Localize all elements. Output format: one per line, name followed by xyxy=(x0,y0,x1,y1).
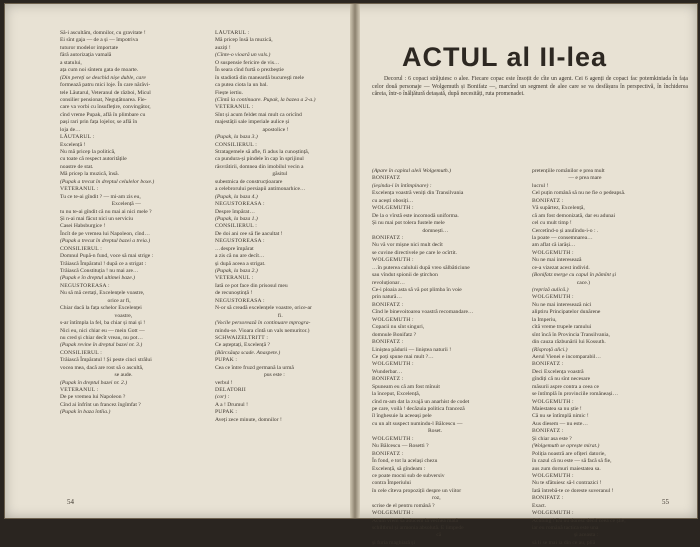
text-line: (Apare în capital aleii Wolgemuth.) xyxy=(372,168,451,174)
text-line: Sînt și acum feldet mai mult ca oricînd xyxy=(215,111,302,118)
text-line: Și chiar asa este ? xyxy=(532,435,572,442)
text-line: voastre, xyxy=(60,312,133,319)
text-line: Chiar dacă la fața schelor Excelenței xyxy=(60,305,142,312)
text-line: De doi ani cee să fie aacultat ! xyxy=(215,230,283,237)
text-line: LĂUTARUL : xyxy=(215,30,250,36)
text-line: (Pupak a trecut în dreptul bazei a treia.) xyxy=(60,238,151,245)
text-line: (Cînte-o vioară un vals.) xyxy=(215,52,271,59)
text-line: în cazul că nu este — să facă să fie, xyxy=(532,458,612,465)
text-line: WOLGEMUTH : xyxy=(532,294,574,301)
text-line: (cor) : xyxy=(215,394,230,401)
text-line: Aveți zece minute, domnilor ! xyxy=(215,416,282,423)
text-line: ca pundura-și pindele în cap în sprijinul xyxy=(215,156,304,163)
text-line: WOLGEMUTH : xyxy=(532,398,574,405)
text-line: CONSILIERUL : xyxy=(215,223,258,230)
text-line: fără autorizația vamală xyxy=(60,52,112,59)
text-line: pe care, voilà ! decăzuia politica franceză xyxy=(372,406,465,412)
text-line: verbul ! xyxy=(215,379,233,386)
text-line: să li se mai ia din ce au, plîă xyxy=(532,539,596,546)
text-line: — e prea mare xyxy=(532,175,602,182)
text-line: CONSILIERUL : xyxy=(60,349,103,356)
text-line: Roset. xyxy=(372,428,443,435)
text-line: BONIFATZ : xyxy=(372,301,404,308)
text-line: BONIFATZ xyxy=(372,175,401,182)
left-page xyxy=(5,4,350,518)
text-line: cel cu mult timp ! xyxy=(532,220,572,227)
text-line: …în puterea caluluii după vreo sălbăticiune xyxy=(372,264,470,271)
text-line: am aflat că iarăși… xyxy=(532,242,576,249)
text-line: tele Lăutarul, Veteranul de război, Micul xyxy=(60,89,151,96)
text-line: Deci Excelența voastră xyxy=(532,368,584,375)
text-line: LĂUTARUL : xyxy=(60,134,95,141)
text-line: A a ! Drumul ! xyxy=(215,401,248,408)
text-line: Vă supărtez, Excelență, xyxy=(532,205,585,212)
text-line: Și nu mai pot tolera fustele mele xyxy=(372,220,445,227)
text-line: BONIFATZ : xyxy=(372,339,404,346)
text-line: se întîmplă în provinciile româneași… xyxy=(532,391,619,398)
text-line: (Pupak e în dreptul ultimei baze.) xyxy=(60,275,135,282)
text-line: aliptiru Principatelor dunărene xyxy=(532,309,601,316)
text-line: ce poate mocni sub de subversiv xyxy=(372,472,445,479)
text-line: loja de… xyxy=(60,126,81,133)
text-line: (Wolgemuth se oprește mirat.) xyxy=(532,443,600,450)
text-line: cînd m-am dat la zvajă un anarhist de codet xyxy=(372,398,470,405)
text-line: Excelență ! xyxy=(60,141,86,148)
right-page-column-1 xyxy=(372,168,522,547)
text-line: lucrul ! xyxy=(532,182,549,189)
text-line: VETERANUL : xyxy=(215,275,254,282)
text-line: de recunoștință ! xyxy=(215,290,253,297)
text-line: Liniștea pădurii — liniștea naturii ! xyxy=(372,346,452,353)
text-line: Excelență — xyxy=(60,201,141,208)
text-line: Iată întrebă-te ce doreste suveranul ! xyxy=(532,487,614,494)
text-line: SCHWAIZELTRITT : xyxy=(215,334,269,341)
text-line: cace.) xyxy=(532,279,590,286)
text-line: WOLGEMUTH : xyxy=(372,257,414,264)
text-line: și aceasta : xyxy=(532,532,599,539)
text-line: Cel puțin română să nu ne fie o pedeapsă. xyxy=(532,190,626,197)
text-line: Achtung ! Eu nu doresc decît ceea ce știe, xyxy=(532,517,626,524)
text-line: Aus diesem — nu este… xyxy=(532,420,588,427)
text-line: Să-i ascultăm, domnilor, cu gravitate ! xyxy=(60,30,146,36)
text-line: la Imperiu, xyxy=(532,316,557,323)
text-line: măsurii aspre contra a ceea ce xyxy=(532,383,599,390)
text-line: tuturor modelor importate xyxy=(60,44,119,51)
text-line: Maiestatea sa nu știe ! xyxy=(532,406,582,412)
text-line: (Vocile persorează în continuare mprogra- xyxy=(215,320,311,327)
text-line: PUPAK : xyxy=(215,357,238,364)
text-line: (Rîsproță alici.) xyxy=(532,346,568,353)
text-line: BONIFATZ : xyxy=(532,428,564,435)
text-line: Cea ce între fruzd germană la urmă xyxy=(215,364,294,371)
text-line: Ce poți spune mai mult ?… xyxy=(372,353,434,360)
text-line: Nici eu, nici chiar eu — mein Gott — xyxy=(60,327,145,334)
text-line: (Pupak a trecut în dreptul celulelor boxe.) xyxy=(60,178,155,185)
text-line: Nu vă vor mișne nici mult decît xyxy=(372,242,443,249)
text-line: apostolice ! xyxy=(215,126,289,133)
text-line: cu toate că respect autoritățile xyxy=(60,156,127,163)
text-line: Copacii nu sînt singuri, xyxy=(372,324,425,331)
text-line: (repriză aulică.) xyxy=(532,287,569,293)
text-line: mindu-se. Vioara cîntă un vals nemuritor.) xyxy=(215,327,310,334)
text-line: pus este : xyxy=(215,372,285,379)
text-line: roz, xyxy=(372,495,441,502)
text-line: Nu ne mai interesează xyxy=(532,257,582,264)
text-line: Stratagemele să afle, fi adus la cunoștință, xyxy=(215,149,310,155)
text-line: orice ar fi, xyxy=(60,297,131,304)
text-line: din cauza răzbunării lui Kossuth. xyxy=(532,339,606,346)
text-line: subestnica de construcțioarare xyxy=(215,178,283,185)
text-line: răsvrătirii, domnea din imobilul vecin a xyxy=(215,163,304,170)
text-line: BONIFATZ : xyxy=(532,197,564,204)
stage-directions xyxy=(372,76,688,99)
text-line: cîtă vreme trupele ramului xyxy=(532,324,592,331)
open-book xyxy=(4,3,698,546)
text-line: (Pupak, la baza 2.) xyxy=(215,268,258,274)
text-line: aus zum dornuri maiestatea sa. xyxy=(532,465,601,472)
text-line: Trăiască Împăratul ! după ce a strigat : xyxy=(60,260,146,267)
left-page-column-2 xyxy=(215,30,345,424)
text-line: (Pupak, la baza 4.) xyxy=(215,193,258,200)
text-line: ce-a vizezat acest individ. xyxy=(532,264,590,271)
text-line: a statului, xyxy=(60,59,82,66)
text-line: majestății sale imperiale aulice și xyxy=(215,119,290,126)
text-line: contra Împeriului xyxy=(372,480,411,487)
text-line: Cînd le binevoitoarea voastră recomandare… xyxy=(372,309,474,316)
text-line: PUPAK : xyxy=(215,409,238,416)
text-line: Cercetînd-o și anulîndu-i-o : . xyxy=(532,227,599,234)
text-line: nu cred și chiar decît vreau, nu pot… xyxy=(60,334,143,341)
text-line: în cele cîteva propoziții despre un viitor xyxy=(372,487,462,494)
text-line: (Pupak, la baza 1.) xyxy=(215,215,258,222)
text-line: prin natură… xyxy=(372,294,402,301)
right-page xyxy=(360,4,697,546)
text-line: Spuneam eu că am fost mînuit xyxy=(372,383,440,390)
text-line: NEGUSTOREASA : xyxy=(215,201,265,208)
text-line: WOLGEMUTH : xyxy=(372,316,414,323)
text-line: gîndiți că nu sînt necesare xyxy=(532,376,591,383)
text-line: auziți ! xyxy=(215,44,231,51)
text-line: cu acești obosiți… xyxy=(372,197,414,204)
text-line: pretențiile românilor e prea mult xyxy=(532,168,605,174)
text-line: Aerul Vienei e incomparabil… xyxy=(532,353,601,360)
text-line: Cînd ai înfrînt un francez îngîmfat ? xyxy=(60,401,141,408)
text-line: Wunderbar… xyxy=(372,368,403,375)
text-line: scrise de el pentru română ? xyxy=(372,502,435,509)
text-line: revoluționar… xyxy=(372,279,405,286)
text-line: Casei Habsburgice ! xyxy=(60,223,106,230)
text-line: WOLGEMUTH : xyxy=(372,510,414,517)
book-spine xyxy=(350,4,360,518)
text-line: VETERANUL : xyxy=(215,104,254,111)
text-line: Nu să mă certați, Excelențele voastre, xyxy=(60,290,145,297)
text-line: WOLGEMUTH : xyxy=(372,435,414,442)
left-page-column-1 xyxy=(60,30,210,417)
text-line: WOLGEMUTH : xyxy=(372,205,414,212)
act-title: ACTUL al II-lea xyxy=(402,42,608,72)
text-line: Poliția noastră are ofițeri datorie, xyxy=(532,450,606,457)
text-line: (Din pereți se deschid nișe duble, care xyxy=(60,74,146,81)
text-line: Mă pricep la muzică, însă. xyxy=(60,171,120,178)
text-line: Acum vrem să aducem la vechea mată xyxy=(372,517,459,524)
text-line: NEGUSTOREASA : xyxy=(215,297,265,304)
text-line: BONIFATZ : xyxy=(372,450,404,457)
text-line: WOLGEMUTH : xyxy=(532,472,574,479)
text-line: WOLGEMUTH : xyxy=(372,361,414,368)
text-line: consilier pensionat, Neguțătoarea. Fie- xyxy=(60,96,147,103)
text-line: Trăiască Împăratul ! Și peste cinci strălui xyxy=(60,357,152,364)
text-line: noastre de stat. xyxy=(60,163,94,170)
text-line: găsitul xyxy=(215,171,288,178)
text-line: (Pupak, la baza 3.) xyxy=(215,134,258,141)
text-line: Ei sînt gaja — de a și — împotriva xyxy=(60,37,138,44)
right-page-column-2 xyxy=(532,168,692,547)
text-line: Ce așteptați, Excelență ? xyxy=(215,342,270,349)
text-line: iar eu română tactica este una xyxy=(532,525,599,531)
text-line: NEGUSTOREASA : xyxy=(215,238,265,245)
text-line: a zis că nu are decît… xyxy=(215,253,265,260)
text-line: cînd vreme Pupak, află în plimbare cu xyxy=(60,111,146,118)
text-line: (Cîntă la continuare. Pupak, la bazea a 2-a.) xyxy=(215,96,316,103)
text-line: NEGUSTOREASA : xyxy=(60,282,110,289)
text-line: cu un alt suspect numindu-l Bălcescu — xyxy=(372,420,463,427)
text-line: Și n-ai mai făcut nici un serviciu xyxy=(60,215,134,222)
text-line: Despre împărat… xyxy=(215,208,255,215)
text-line: BONIFATZ : xyxy=(372,376,404,383)
text-line: Nu Bălcescu — Rosetti ? xyxy=(372,443,429,450)
text-line: În seara cînd furtă o prezbeștie xyxy=(215,67,284,74)
text-line: Fiește iertiu. xyxy=(215,89,243,96)
text-line: și furia maghiară și xyxy=(372,539,416,546)
text-line: ca putea ciota la un bal. xyxy=(215,82,268,89)
text-line: VETERANUL : xyxy=(60,387,99,393)
text-line: În fond, e tot la același chezu xyxy=(372,458,438,465)
text-line: se aude. xyxy=(60,372,133,379)
decor-paragraph: Decorul : 6 copaci străjuiesc o alee. Fiecare copac este însoțit de cîte un agent. Cei 6 agenți de copaci fac potemkiniada în fața celor două personaje — Wolgemuth și Bonifatz —, marcînd un segment de alee care se va desfășura în perspectivă, în închiderea căreia, într-o înălțătură detașată, după necesități, ruta promenadei. xyxy=(372,76,688,97)
text-line: Că nu se întîmplă nimic ! xyxy=(532,413,589,420)
text-line: (Bonifatz merge cu capul în pămînt și xyxy=(532,272,616,279)
right-page-number: 55 xyxy=(662,498,669,506)
text-line: domnule Bonifatz ? xyxy=(372,331,417,338)
text-line: (Pupak în dreptul bazei nr. 2.) xyxy=(60,379,128,386)
text-line: (Pupak revine în dreptul bazei nr. 3.) xyxy=(60,342,143,349)
text-line: BONIFATZ : xyxy=(372,234,404,241)
text-line: Tu ce te-ai gîndit ? — mi-am zis eu, xyxy=(60,193,141,200)
text-line: Mă pricep însă la muzică, xyxy=(215,37,273,44)
text-line: la început, Excelență, xyxy=(372,391,421,398)
text-line: Trăiască Constituția ! nu mai are… xyxy=(60,268,139,274)
text-line: BONIFATZ : xyxy=(532,495,564,502)
text-line: Excelența voastră veniți din Transilvania xyxy=(372,190,464,197)
left-page-number: 54 xyxy=(67,498,74,506)
text-line: VETERANUL : xyxy=(60,186,99,193)
text-line: formează patru mici loje. În care nărăvi- xyxy=(60,82,151,89)
text-line: pași rari prin fața lojelor, se află în xyxy=(60,119,138,126)
text-line: Încît de pe vremea lui Napoleon, cînd… xyxy=(60,230,150,237)
text-line: CONSILIERUL : xyxy=(60,245,103,252)
text-line: tu nu te-ai gîndit că nu mai ai nici mele ? xyxy=(60,208,152,215)
text-line: Iată ce pot face din prisosul meu xyxy=(215,282,288,289)
text-line: O suspensie fericire de vis… xyxy=(215,59,280,66)
text-line: că xyxy=(372,532,442,539)
text-line: fi. xyxy=(215,312,283,319)
text-line: Domnul Pupă-n fund, voce să mai strige : xyxy=(60,253,154,260)
text-line: domnești… xyxy=(372,227,449,234)
text-line: în stadiotă din maneardă bucureșți mele xyxy=(215,74,305,81)
text-line: (Bărcsăuța scade. Anaspete.) xyxy=(215,349,281,356)
text-line: Ce-i ploaia asta să vă pot plimba în voie xyxy=(372,287,462,293)
text-line: sau vîndut spionii de știrchon xyxy=(372,272,438,279)
text-line: că am fost demonizată, dar eu adunai xyxy=(532,212,616,219)
text-line: Nu mă pricep la politică, xyxy=(60,149,116,155)
text-line: (Pupak în baza întîia.) xyxy=(60,409,111,416)
text-line: Nu te sfătuiesc să-l contrazici ! xyxy=(532,480,602,487)
text-line: WOLGEMUTH : xyxy=(532,249,574,256)
text-line: schiltbrul și armonia absolută. E limpede xyxy=(372,525,464,531)
text-line: De pe vremea lui Napoleon ? xyxy=(60,394,126,401)
text-line: vocea mea, dacă are rost să o ascultă, xyxy=(60,364,144,371)
text-line: Nu ne mai interesează nici xyxy=(532,301,592,308)
text-line: sînt încă în Provincia Transilvania, xyxy=(532,331,610,338)
text-line: WOLGEMUTH : xyxy=(532,510,574,517)
text-line: Exact. xyxy=(532,502,547,509)
text-line: la poate — consemnarea… xyxy=(532,234,593,241)
text-line: și după aceea a strigat. xyxy=(215,260,266,267)
text-line: care va vorbi cu însuflețire, convingător, xyxy=(60,104,151,111)
text-line: CONSILIERUL : xyxy=(215,141,258,148)
text-line: (ieșindu-i în întîmpinare) : xyxy=(372,182,432,189)
text-line: Excelență, să gîndeam : xyxy=(372,465,426,472)
text-line: a celebrorului persiapii antimonarhice… xyxy=(215,186,306,193)
text-line: îl înghesuie la aceeași pele xyxy=(372,413,432,420)
text-line: se cuvine directivele pe care le ocîrtit. xyxy=(372,249,457,256)
text-line: DELATORII xyxy=(215,387,246,393)
text-line: …despre împărat xyxy=(215,245,254,252)
text-line: BONIFATZ : xyxy=(532,361,564,368)
text-line: De la o vîrstă este incomodă uniforma. xyxy=(372,212,459,219)
text-line: N-or să creadă excelențele voastre, orice-ar xyxy=(215,305,312,312)
text-line: s-ar întîmpla la fel, ba chiar și mai și ! xyxy=(60,320,146,327)
text-line: ața cum noi sîntem gata de moarte. xyxy=(60,67,139,74)
